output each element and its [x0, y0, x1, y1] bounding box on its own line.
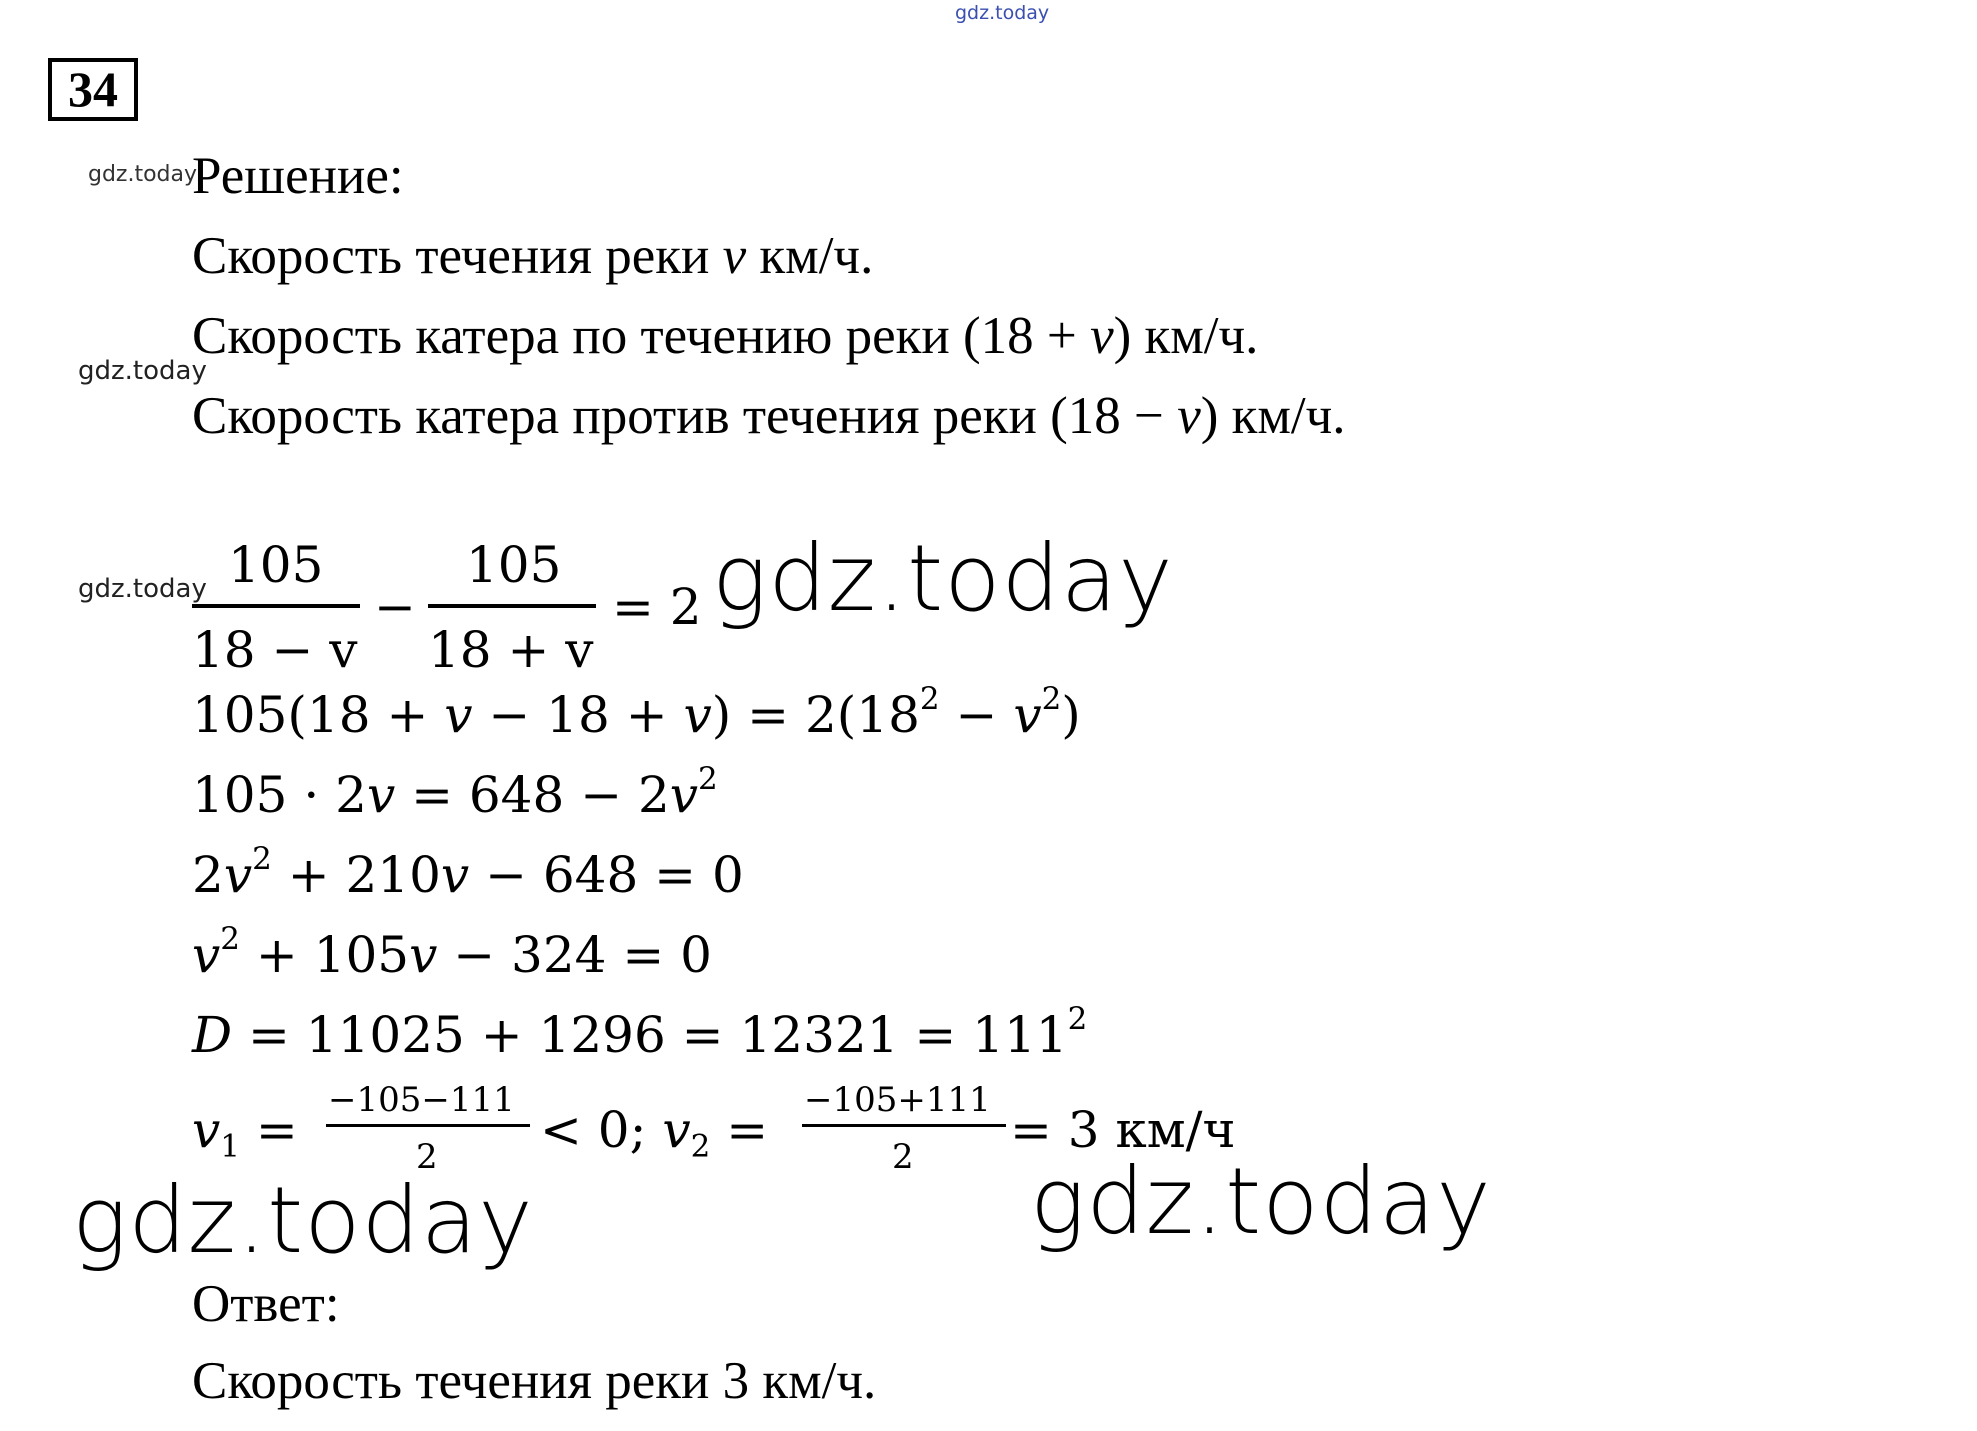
solution-heading: Решение: [192, 147, 404, 205]
root-1-denominator: 2 [416, 1137, 438, 1177]
watermark-side: gdz.today [78, 574, 207, 604]
answer-heading: Ответ: [192, 1275, 340, 1333]
given-upstream-speed: Скорость катера против течения реки (18 − v) км/ч. [192, 387, 1346, 445]
root-2-denominator: 2 [892, 1137, 914, 1177]
root-1-label: $v_1$ = [192, 1101, 298, 1165]
step-simplify: $105 \cdot 2v = 648 - 2v^2$ [192, 760, 718, 824]
root-2-bar [802, 1124, 1006, 1127]
step-expand: $105(18 + v - 18 + v) = 2(18^2 - v^2)$ [192, 680, 1081, 744]
watermark-large: gdz.today [712, 525, 1174, 632]
step-reduced-quadratic: $v^2 + 105v - 324 = 0$ [192, 920, 712, 984]
root-1-numerator: −105−111 [328, 1080, 515, 1120]
equation-rhs: = 2 [612, 578, 702, 636]
step-quadratic: $2v^2 + 210v - 648 = 0$ [192, 840, 744, 904]
root-2-numerator: −105+111 [804, 1080, 991, 1120]
root-1-bar [326, 1124, 530, 1127]
watermark-large: gdz.today [1030, 1148, 1492, 1255]
fraction-2-numerator: 105 [466, 536, 562, 594]
minus-sign: − [374, 578, 416, 636]
watermark-large: gdz.today [72, 1167, 534, 1274]
watermark-side: gdz.today [88, 162, 198, 187]
answer-text: Скорость течения реки 3 км/ч. [192, 1352, 877, 1410]
task-number: 34 [48, 58, 138, 121]
given-river-speed: Скорость течения реки v км/ч. [192, 227, 874, 285]
watermark-top: gdz.today [955, 2, 1050, 24]
step-discriminant: $D = 11025 + 1296 = 12321 = 111^2$ [192, 1000, 1088, 1064]
fraction-2-bar [428, 604, 596, 608]
root-1-condition: < 0; $v_2$ = [540, 1101, 769, 1165]
fraction-1-denominator: 18 − v [192, 621, 358, 679]
given-downstream-speed: Скорость катера по течению реки (18 + v) км/ч. [192, 307, 1259, 365]
fraction-1-numerator: 105 [228, 536, 324, 594]
watermark-side: gdz.today [78, 356, 207, 386]
fraction-2-denominator: 18 + v [428, 621, 594, 679]
fraction-1-bar [192, 604, 360, 608]
root-2-result: = 3 км/ч [1010, 1101, 1236, 1159]
